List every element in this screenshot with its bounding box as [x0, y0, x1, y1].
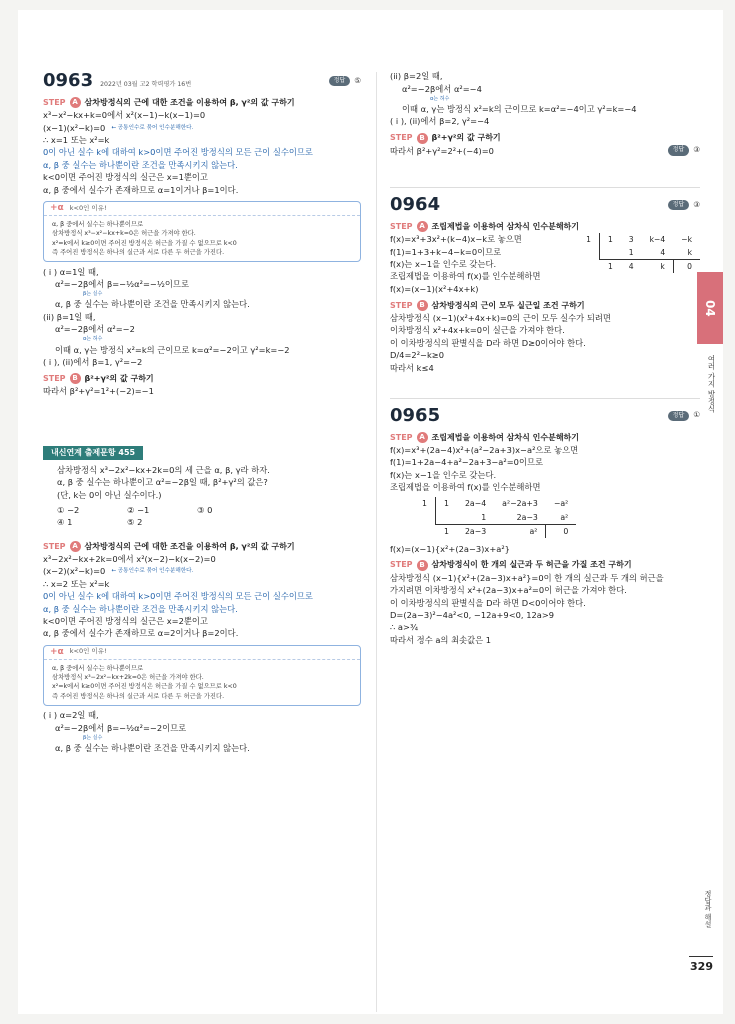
- solution-line: 조립제법을 이용하여 f(x)를 인수분해하면: [390, 271, 541, 282]
- answer-label: [668, 200, 700, 211]
- synth-cell: 1: [628, 247, 634, 257]
- section-divider: [390, 398, 700, 399]
- solution-line: f(x)=(x−1){x²+(2a−3)x+a²}: [390, 543, 510, 554]
- case-line: α²=−2β에서 α²=−4: [402, 83, 482, 94]
- tip-title: k<0인 이유!: [69, 647, 107, 656]
- solution-line: f(x)는 x−1을 인수로 갖는다.: [390, 258, 497, 269]
- step-letter: B: [417, 133, 428, 144]
- step-title: 삼차방정식의 근에 대한 조건을 이용하여 β, γ²의 값 구하기: [84, 97, 295, 107]
- step-letter: A: [70, 541, 81, 552]
- synth-cell: −k: [681, 234, 692, 244]
- solution-line: f(x)=x³+(2a−4)x²+(a²−2a+3)x−a²으로 놓으면: [390, 445, 579, 456]
- tip-line: 삼차방정식 x³−x²−kx+k=0은 허근을 가져야 한다.: [52, 230, 196, 238]
- synth-root: 1: [586, 234, 591, 244]
- choice: ⑤ 2: [127, 516, 143, 527]
- solution-line: f(x)는 x−1을 인수로 갖는다.: [390, 469, 497, 480]
- answer-badge: 정답: [668, 145, 690, 156]
- solution-line: 삼차방정식 (x−1)(x²+4x+k)=0의 근이 모두 실수가 되려면: [390, 313, 611, 324]
- answer-value: ③: [693, 199, 700, 209]
- case-line: α²=−2β에서 β=−½α²=−½이므로: [55, 279, 189, 290]
- solution-line: 이 이차방정식의 판별식을 D라 하면 D≥0이어야 한다.: [390, 337, 586, 348]
- synth-cell: 1: [435, 497, 456, 510]
- highlight-line: 0이 아닌 실수 k에 대하여 k>0이면 주어진 방정식의 모든 근이 실수이므로: [43, 147, 313, 158]
- tip-body: [44, 660, 360, 706]
- problem-455: [43, 446, 361, 755]
- case-line: ( i ), (ii)에서 β=1, γ²=−2: [43, 357, 143, 368]
- step-title: 삼차방정식이 한 개의 실근과 두 허근을 가질 조건 구하기: [431, 560, 632, 570]
- step-letter: B: [417, 300, 428, 311]
- section-divider: [390, 187, 700, 188]
- tip-line: 즉 주어진 방정식은 하나의 실근과 서로 다른 두 허근을 가진다.: [52, 249, 225, 257]
- solution-line: f(x)=x³+3x²+(k−4)x−k로 놓으면: [390, 234, 522, 245]
- synth-cell: 2a−3: [457, 525, 494, 539]
- step-title: 삼차방정식의 근이 모두 실근일 조건 구하기: [431, 300, 585, 310]
- factor-lines: [390, 233, 540, 295]
- answer-value: ③: [693, 145, 700, 155]
- step-label: STEP: [43, 541, 66, 551]
- synth-cell: a²: [494, 525, 546, 539]
- synth-remainder: 0: [673, 259, 700, 273]
- case-line: ( i ) α=1일 때,: [43, 266, 99, 277]
- highlight-line: α, β 중 실수는 하나뿐이란 조건을 만족시키지 않는다.: [43, 603, 238, 614]
- synth-cell: k: [642, 259, 674, 273]
- choice: ② −1: [127, 504, 150, 515]
- linked-problem-banner: 내신연계 출제문항 455: [43, 446, 143, 460]
- case-line: α, β 중 실수는 하나뿐이란 조건을 만족시키지 않는다.: [55, 299, 250, 310]
- step-letter: B: [417, 560, 428, 571]
- underline-note: β는 실수: [83, 735, 103, 742]
- tip-title: k<0인 이유!: [69, 203, 107, 212]
- synth-cell: a²−2a+3: [502, 499, 538, 509]
- solution-line: α, β 중에서 실수가 존재하므로 α=1이거나 β=1이다.: [43, 184, 239, 195]
- answer-badge: 정답: [668, 411, 690, 422]
- solution-line: k<0이면 주어진 방정식의 실근은 x=1뿐이고: [43, 172, 208, 183]
- tip-line: 삼차방정식 x³−2x²−kx+2k=0은 허근을 가져야 한다.: [52, 673, 204, 681]
- solution-line: x³−2x²−kx+2k=0에서 x²(x−2)−k(x−2)=0: [43, 554, 216, 564]
- problem-text: α, β 중 실수는 하나뿐이고 α²=−2β일 때, β²+γ²의 값은?: [57, 477, 268, 488]
- synth-cell: −a²: [553, 499, 569, 509]
- choice: ① −2: [57, 504, 80, 515]
- case-line: 이때 α, γ는 방정식 x²=k의 근이므로 k=α²=−2이고 γ²=k=−2: [55, 344, 290, 355]
- synth-cell: 1: [599, 233, 620, 246]
- tip-line: 즉 주어진 방정식은 하나의 실근과 서로 다른 두 허근을 가진다.: [52, 692, 225, 700]
- step-title: β²+γ²의 값 구하기: [84, 373, 154, 383]
- equation: (x−1)(x²−k)=0: [43, 122, 106, 133]
- solution-line: 조립제법을 이용하여 f(x)를 인수분해하면: [390, 482, 541, 493]
- synth-cell: a²: [560, 512, 569, 522]
- tip-box: [43, 645, 361, 707]
- problem-0963-header: [43, 70, 361, 92]
- solution-line: ∴ a>¾: [390, 622, 418, 633]
- tip-line: x²=k에서 k≥0이면 주어진 방정식은 허근을 가질 수 없으므로 k<0: [52, 683, 237, 691]
- synth-cell: 3: [628, 234, 634, 244]
- solution-line: [43, 565, 361, 577]
- right-column: [390, 70, 700, 646]
- problem-0964-header: [390, 194, 700, 216]
- answer-badge: 정답: [668, 200, 690, 211]
- solution-line: 가지려면 이차방정식 x²+(2a−3)x+a²=0이 허근을 가져야 한다.: [390, 585, 627, 596]
- answer-badge: 정답: [329, 76, 351, 87]
- factor-block: [390, 233, 700, 295]
- solution-line: 삼차방정식 (x−1){x²+(2a−3)x+a²}=0이 한 개의 실근과 두 개의 허근을: [390, 572, 664, 583]
- final-line: [390, 145, 700, 157]
- synth-cell: [599, 246, 620, 260]
- case-line: α, β 중 실수는 하나뿐이란 조건을 만족시키지 않는다.: [55, 743, 250, 754]
- step-a-heading: [390, 431, 700, 444]
- case-line: α²=−2β에서 β=−½α²=−2이므로: [55, 722, 187, 733]
- underline-note: β는 실수: [83, 291, 103, 298]
- solution-line: [43, 121, 361, 133]
- choice: ③ 0: [197, 504, 213, 515]
- final-line: 따라서 k≤4: [390, 362, 434, 373]
- tip-header: [44, 202, 360, 216]
- step-label: STEP: [43, 97, 66, 107]
- step-a-heading: [390, 220, 700, 233]
- case-line: (ii) β=2일 때,: [390, 71, 443, 82]
- synth-cell: [435, 511, 456, 525]
- answer-value: ⑤: [354, 75, 361, 85]
- problem-text: (단, k는 0이 아닌 실수이다.): [57, 489, 162, 500]
- highlight-line: α, β 중 실수는 하나뿐이란 조건을 만족시키지 않는다.: [43, 159, 238, 170]
- answer-label: [329, 76, 361, 87]
- synth-cell: 1: [481, 512, 487, 522]
- annotation: ← 공통인수로 묶어 인수분해한다.: [111, 124, 194, 131]
- synth-cell: 4: [621, 259, 642, 273]
- answer-choices: [43, 504, 361, 528]
- step-b-heading: [390, 559, 700, 572]
- case-line: (ii) β=1일 때,: [43, 311, 96, 322]
- chapter-tab[interactable]: 04: [697, 272, 723, 344]
- solution-line: f(x)=(x−1)(x²+4x+k): [390, 283, 479, 294]
- step-label: STEP: [43, 373, 66, 383]
- final-line: 따라서 β²+γ²=1²+(−2)=−1: [43, 386, 154, 397]
- synth-remainder: 0: [546, 525, 576, 539]
- tip-header: [44, 646, 360, 660]
- step-title: 삼차방정식의 근에 대한 조건을 이용하여 β, γ²의 값 구하기: [84, 541, 295, 551]
- final-equation: 따라서 β²+γ²=2²+(−4)=0: [390, 145, 494, 156]
- problem-number: 0964: [390, 193, 441, 215]
- problem-number: 0963: [43, 69, 94, 91]
- synth-root: 1: [422, 499, 427, 509]
- step-title: 조립제법을 이용하여 삼차식 인수분해하기: [431, 432, 580, 442]
- answer-label: [668, 410, 700, 421]
- solution-line: 이 이차방정식의 판별식을 D라 하면 D<0이어야 한다.: [390, 597, 586, 608]
- page-number: 329: [690, 960, 713, 973]
- solution-line: x³−x²−kx+k=0에서 x²(x−1)−k(x−1)=0: [43, 110, 206, 121]
- solution-line: α, β 중에서 실수가 존재하므로 α=2이거나 β=2이다.: [43, 628, 239, 639]
- plus-alpha-icon: +α: [50, 646, 64, 657]
- tip-line: x²=k에서 k≥0이면 주어진 방정식은 허근을 가질 수 없으므로 k<0: [52, 239, 237, 247]
- synth-cell: 1: [435, 525, 456, 539]
- page-number-rule: [689, 956, 713, 957]
- final-line: 따라서 정수 a의 최솟값은 1: [390, 634, 492, 645]
- solution-line: 이차방정식 x²+4x+k=0이 실근을 가져야 한다.: [390, 325, 565, 336]
- synth-cell: 4: [660, 247, 666, 257]
- synthetic-division: [414, 497, 700, 538]
- step-label: STEP: [390, 432, 413, 442]
- synth-cell: 1: [599, 259, 620, 273]
- step-label: STEP: [390, 300, 413, 310]
- underline-note: α는 허수: [83, 336, 103, 343]
- tip-line: α, β 중에서 실수는 하나뿐이므로: [52, 220, 144, 228]
- column-divider: [376, 72, 377, 1012]
- answer-label: [668, 145, 700, 156]
- synth-cell: 2a−3: [516, 512, 538, 522]
- footer-label: 정답과 해설: [704, 890, 712, 928]
- step-label: STEP: [390, 133, 413, 143]
- problem-text: 삼차방정식 x³−2x²−kx+2k=0의 세 근을 α, β, γ라 하자.: [57, 464, 270, 475]
- solution-line: D/4=2²−k≥0: [390, 350, 445, 361]
- choice: ④ 1: [57, 516, 73, 527]
- solution-line: D=(2a−3)²−4a²<0, −12a+9<0, 12a>9: [390, 610, 555, 621]
- synthetic-division: [578, 233, 700, 295]
- case-line: ( i ) α=2일 때,: [43, 710, 99, 721]
- tip-line: α, β 중에서 실수는 하나뿐이므로: [52, 664, 144, 672]
- case-line: 이때 α, γ는 방정식 x²=k의 근이므로 k=α²=−4이고 γ²=k=−4: [402, 103, 637, 114]
- step-letter: B: [70, 373, 81, 384]
- plus-alpha-icon: +α: [50, 202, 64, 213]
- solution-line: ∴ x=1 또는 x²=k: [43, 134, 110, 145]
- step-label: STEP: [390, 221, 413, 231]
- left-column: [43, 70, 361, 754]
- page: [18, 10, 723, 1014]
- synth-cell: k−4: [649, 234, 666, 244]
- chapter-name: 여러 가지 방정식: [707, 355, 716, 413]
- step-letter: A: [417, 432, 428, 443]
- step-a-heading: [43, 540, 361, 553]
- solution-line: k<0이면 주어진 방정식의 실근은 x=2뿐이고: [43, 615, 208, 626]
- solution-line: ∴ x=2 또는 x²=k: [43, 578, 110, 589]
- case-line: α²=−2β에서 α²=−2: [55, 324, 135, 335]
- problem-0965-header: [390, 405, 700, 427]
- case-line: ( i ), (ii)에서 β=2, γ²=−4: [390, 116, 490, 127]
- tip-body: [44, 216, 360, 262]
- synth-cell: 2a−4: [464, 499, 487, 509]
- step-b-heading: [43, 372, 361, 385]
- annotation: ← 공통인수로 묶어 인수분해한다.: [111, 568, 194, 575]
- step-title: β²+γ²의 값 구하기: [431, 133, 501, 143]
- step-b-heading: [390, 299, 700, 312]
- underline-note: α는 허수: [430, 95, 450, 102]
- step-letter: A: [70, 97, 81, 108]
- step-letter: A: [417, 221, 428, 232]
- problem-number: 0965: [390, 404, 441, 426]
- problem-source: 2022년 03월 고2 학력평가 16번: [100, 80, 192, 88]
- tip-box: [43, 201, 361, 263]
- answer-value: ①: [693, 410, 700, 420]
- step-label: STEP: [390, 560, 413, 570]
- step-a-heading: [43, 96, 361, 109]
- step-b-heading: [390, 132, 700, 145]
- solution-line: f(1)=1+2a−4+a²−2a+3−a²=0이므로: [390, 457, 543, 468]
- solution-line: f(1)=1+3+k−4−k=0이므로: [390, 246, 502, 257]
- step-title: 조립제법을 이용하여 삼차식 인수분해하기: [431, 221, 580, 231]
- highlight-line: 0이 아닌 실수 k에 대하여 k>0이면 주어진 방정식의 모든 근이 실수이므로: [43, 591, 313, 602]
- equation: (x−2)(x²−k)=0: [43, 566, 106, 577]
- synth-cell: k: [687, 247, 692, 257]
